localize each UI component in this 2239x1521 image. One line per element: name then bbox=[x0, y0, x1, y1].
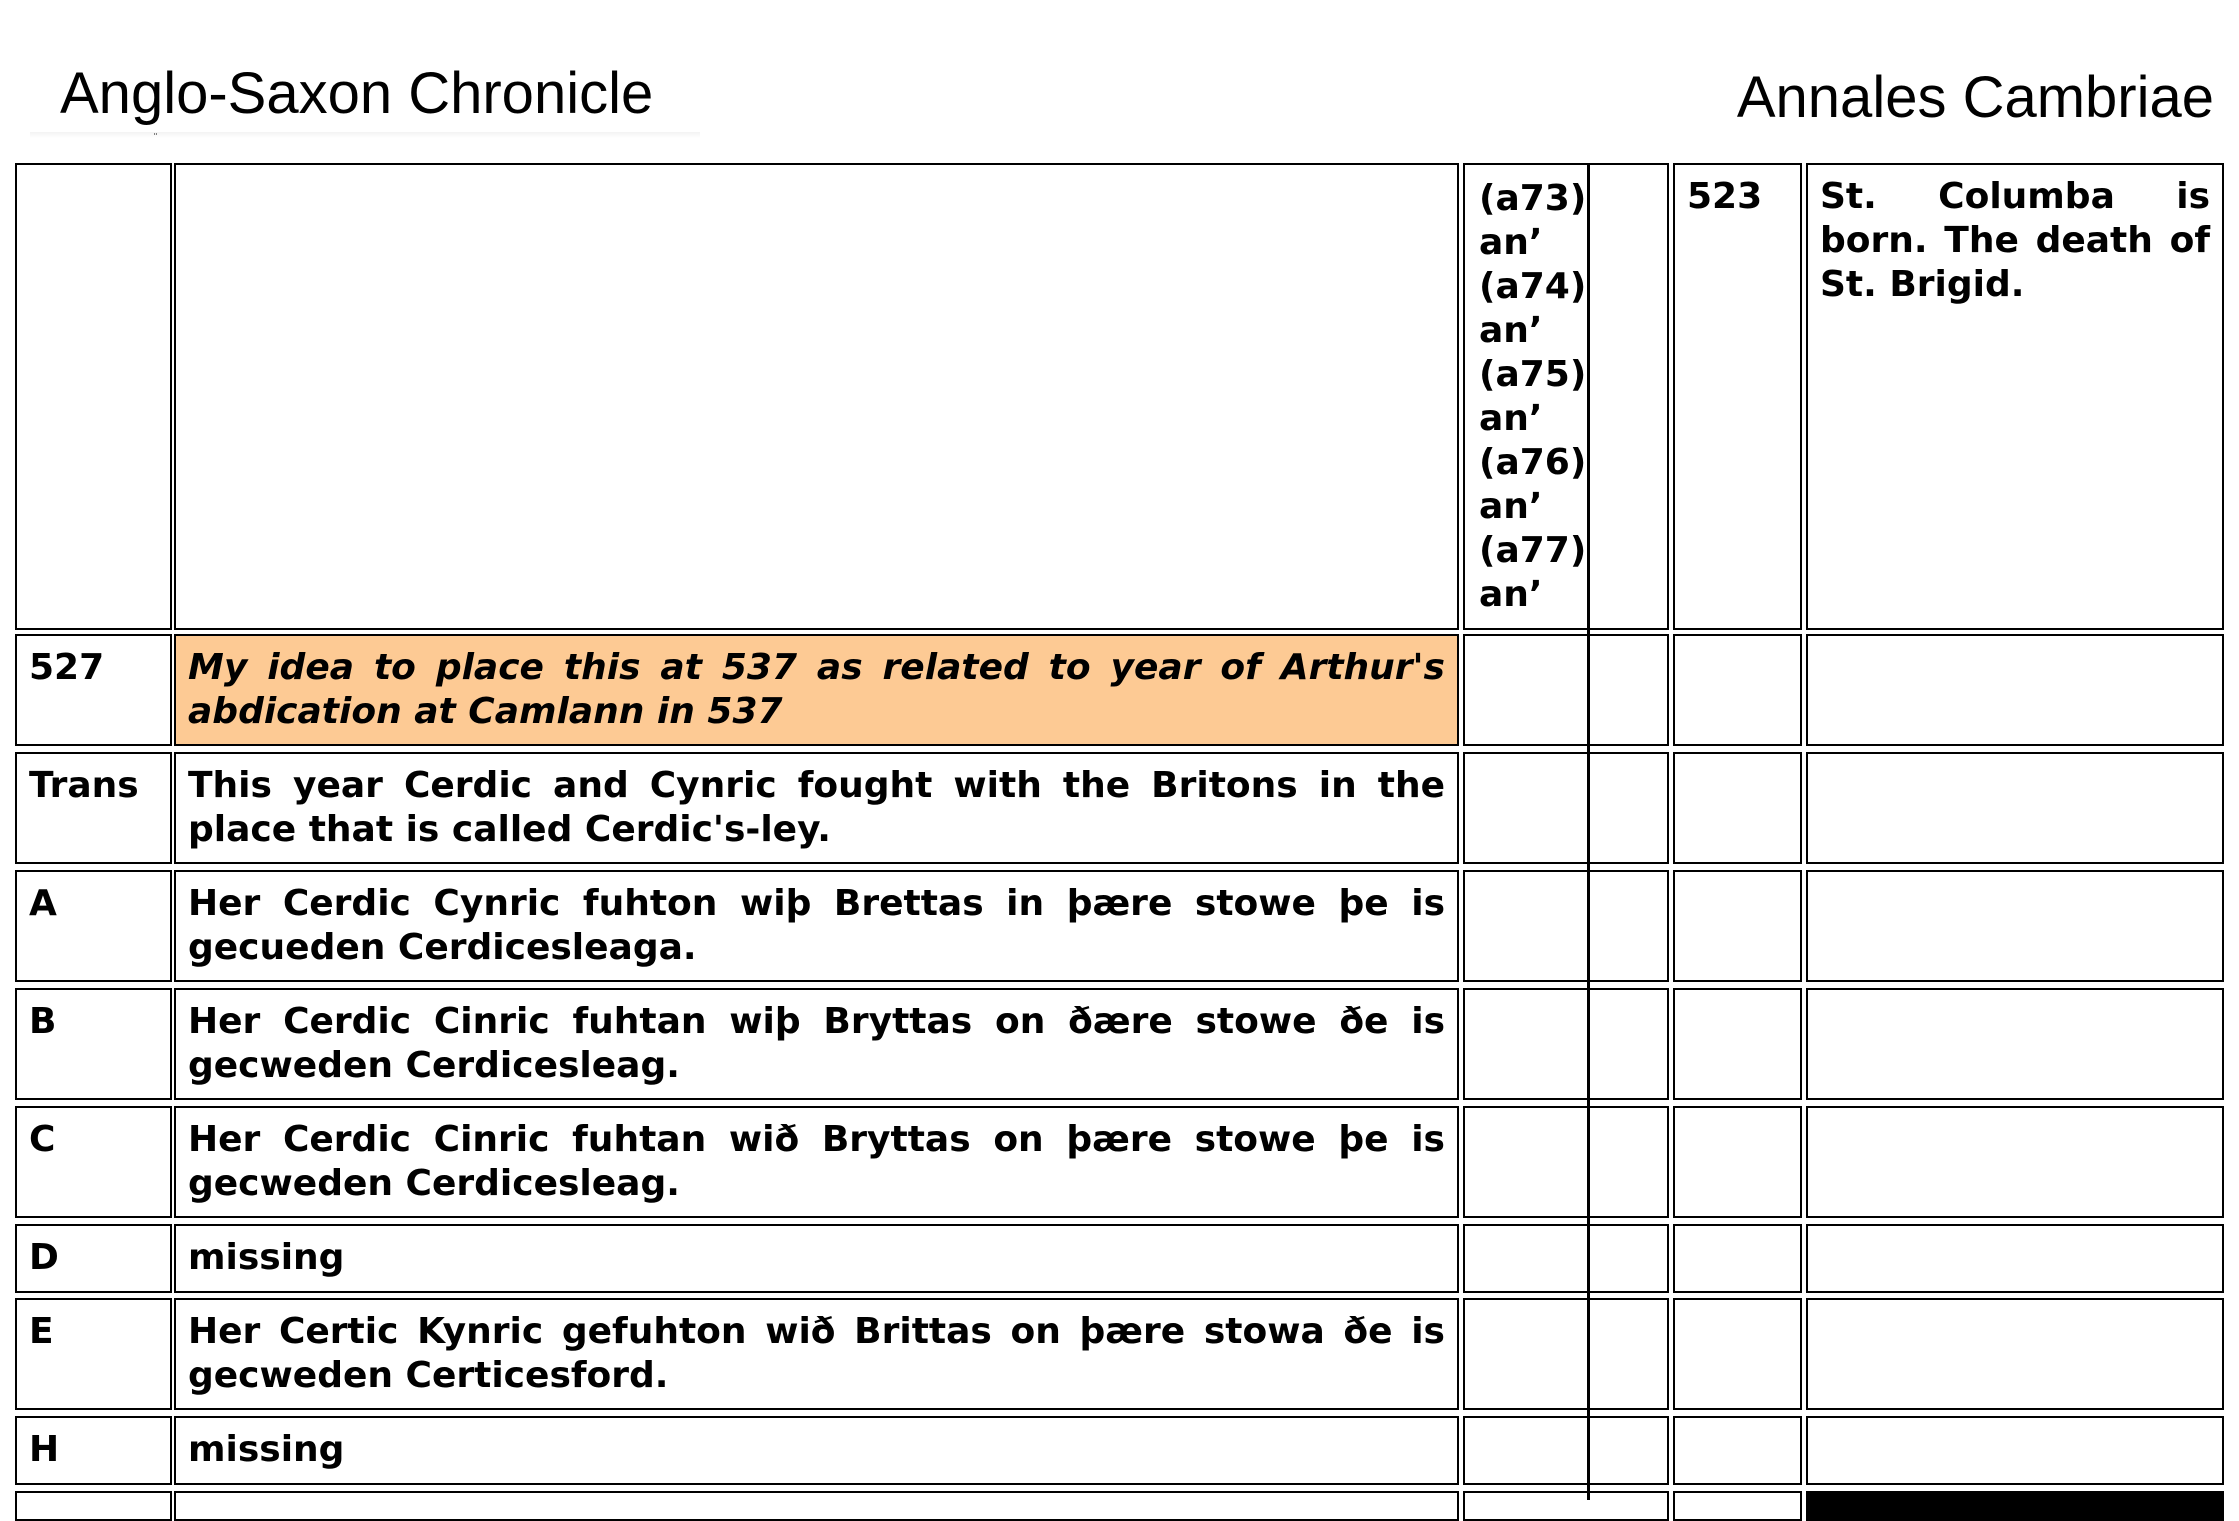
empty-cell bbox=[1673, 870, 1802, 982]
partial-row-cell bbox=[15, 1491, 172, 1521]
empty-cell bbox=[1463, 1416, 1669, 1485]
row-label-cell bbox=[15, 1106, 172, 1218]
empty-cell bbox=[1806, 870, 2224, 982]
empty-cell bbox=[1806, 1416, 2224, 1485]
annales-sequence-cell bbox=[1463, 163, 1669, 630]
row-text-cell bbox=[174, 988, 1459, 1100]
annales-sequence-text: (a73) an’ (a74) an’ (a75) an’ (a76) an’ (a77) an’ bbox=[1479, 178, 1587, 615]
row-label: H bbox=[29, 1429, 60, 1470]
row-text-cell bbox=[174, 1416, 1459, 1485]
row-label: D bbox=[29, 1237, 59, 1278]
empty-cell bbox=[1673, 1298, 1802, 1410]
empty-cell bbox=[1673, 634, 1802, 746]
row-label-cell bbox=[15, 634, 172, 746]
row-text: This year Cerdic and Cynric fought with the Britons in the place that is called Cerdic's-ley. bbox=[188, 765, 1445, 850]
row-label: C bbox=[29, 1119, 56, 1160]
row-text-cell bbox=[174, 1224, 1459, 1293]
column-rule bbox=[1587, 163, 1590, 1500]
empty-cell bbox=[1463, 1224, 1669, 1293]
empty-cell bbox=[1806, 1224, 2224, 1293]
empty-cell bbox=[1463, 1106, 1669, 1218]
top-text-cell bbox=[174, 163, 1459, 630]
partial-row-cell bbox=[1673, 1491, 1802, 1521]
row-text: missing bbox=[188, 1237, 345, 1278]
annales-event-text: St. Columba is born. The death of St. Brigid. bbox=[1820, 176, 2210, 305]
row-text-cell bbox=[174, 870, 1459, 982]
row-label: B bbox=[29, 1001, 57, 1042]
row-text: Her Cerdic Cinric fuhtan wið Bryttas on þære stowe þe is gecweden Cerdicesleag. bbox=[188, 1119, 1445, 1204]
row-text: My idea to place this at 537 as related to year of Arthur's abdication at Camlann in 537 bbox=[188, 647, 1445, 732]
empty-cell bbox=[1673, 1224, 1802, 1293]
empty-cell bbox=[1673, 1416, 1802, 1485]
empty-cell bbox=[1463, 634, 1669, 746]
row-label-cell bbox=[15, 752, 172, 864]
chronicle-title-left: Anglo-Saxon Chronicle bbox=[60, 61, 654, 126]
empty-cell bbox=[1463, 988, 1669, 1100]
row-label-cell bbox=[15, 870, 172, 982]
row-label-cell bbox=[15, 988, 172, 1100]
partial-row-dark-cell bbox=[1806, 1491, 2224, 1521]
annales-event-cell bbox=[1806, 163, 2224, 630]
partial-row-cell bbox=[1463, 1491, 1669, 1521]
annales-year-cell bbox=[1673, 163, 1802, 630]
empty-cell bbox=[1673, 752, 1802, 864]
row-label-cell bbox=[15, 1416, 172, 1485]
empty-cell bbox=[1806, 988, 2224, 1100]
empty-cell bbox=[1806, 1106, 2224, 1218]
diaeresis-mark: ¨ bbox=[153, 133, 158, 144]
row-text-cell bbox=[174, 752, 1459, 864]
empty-cell bbox=[1806, 752, 2224, 864]
empty-cell bbox=[1673, 988, 1802, 1100]
row-label: Trans bbox=[29, 765, 139, 806]
header-divider bbox=[30, 132, 700, 138]
row-text: Her Cerdic Cynric fuhton wiþ Brettas in þære stowe þe is gecueden Cerdicesleaga. bbox=[188, 883, 1445, 968]
empty-cell bbox=[1806, 1298, 2224, 1410]
row-label-cell bbox=[15, 1298, 172, 1410]
row-text-cell bbox=[174, 1298, 1459, 1410]
chronicle-title-right: Annales Cambriae bbox=[1736, 65, 2214, 130]
annales-year: 523 bbox=[1687, 176, 1763, 217]
partial-row-cell bbox=[174, 1491, 1459, 1521]
row-label: E bbox=[29, 1311, 54, 1352]
row-label: A bbox=[29, 883, 57, 924]
row-text: Her Certic Kynric gefuhton wið Brittas on þære stowa ðe is gecweden Certicesford. bbox=[188, 1311, 1445, 1396]
empty-cell bbox=[1463, 752, 1669, 864]
top-year-cell bbox=[15, 163, 172, 630]
empty-cell bbox=[1673, 1106, 1802, 1218]
empty-cell bbox=[1806, 634, 2224, 746]
row-text-cell bbox=[174, 1106, 1459, 1218]
row-text: missing bbox=[188, 1429, 345, 1470]
row-label: 527 bbox=[29, 647, 105, 688]
highlighted-note-cell bbox=[174, 634, 1459, 746]
empty-cell bbox=[1463, 1298, 1669, 1410]
row-text: Her Cerdic Cinric fuhtan wiþ Bryttas on ðære stowe ðe is gecweden Cerdicesleag. bbox=[188, 1001, 1445, 1086]
empty-cell bbox=[1463, 870, 1669, 982]
row-label-cell bbox=[15, 1224, 172, 1293]
